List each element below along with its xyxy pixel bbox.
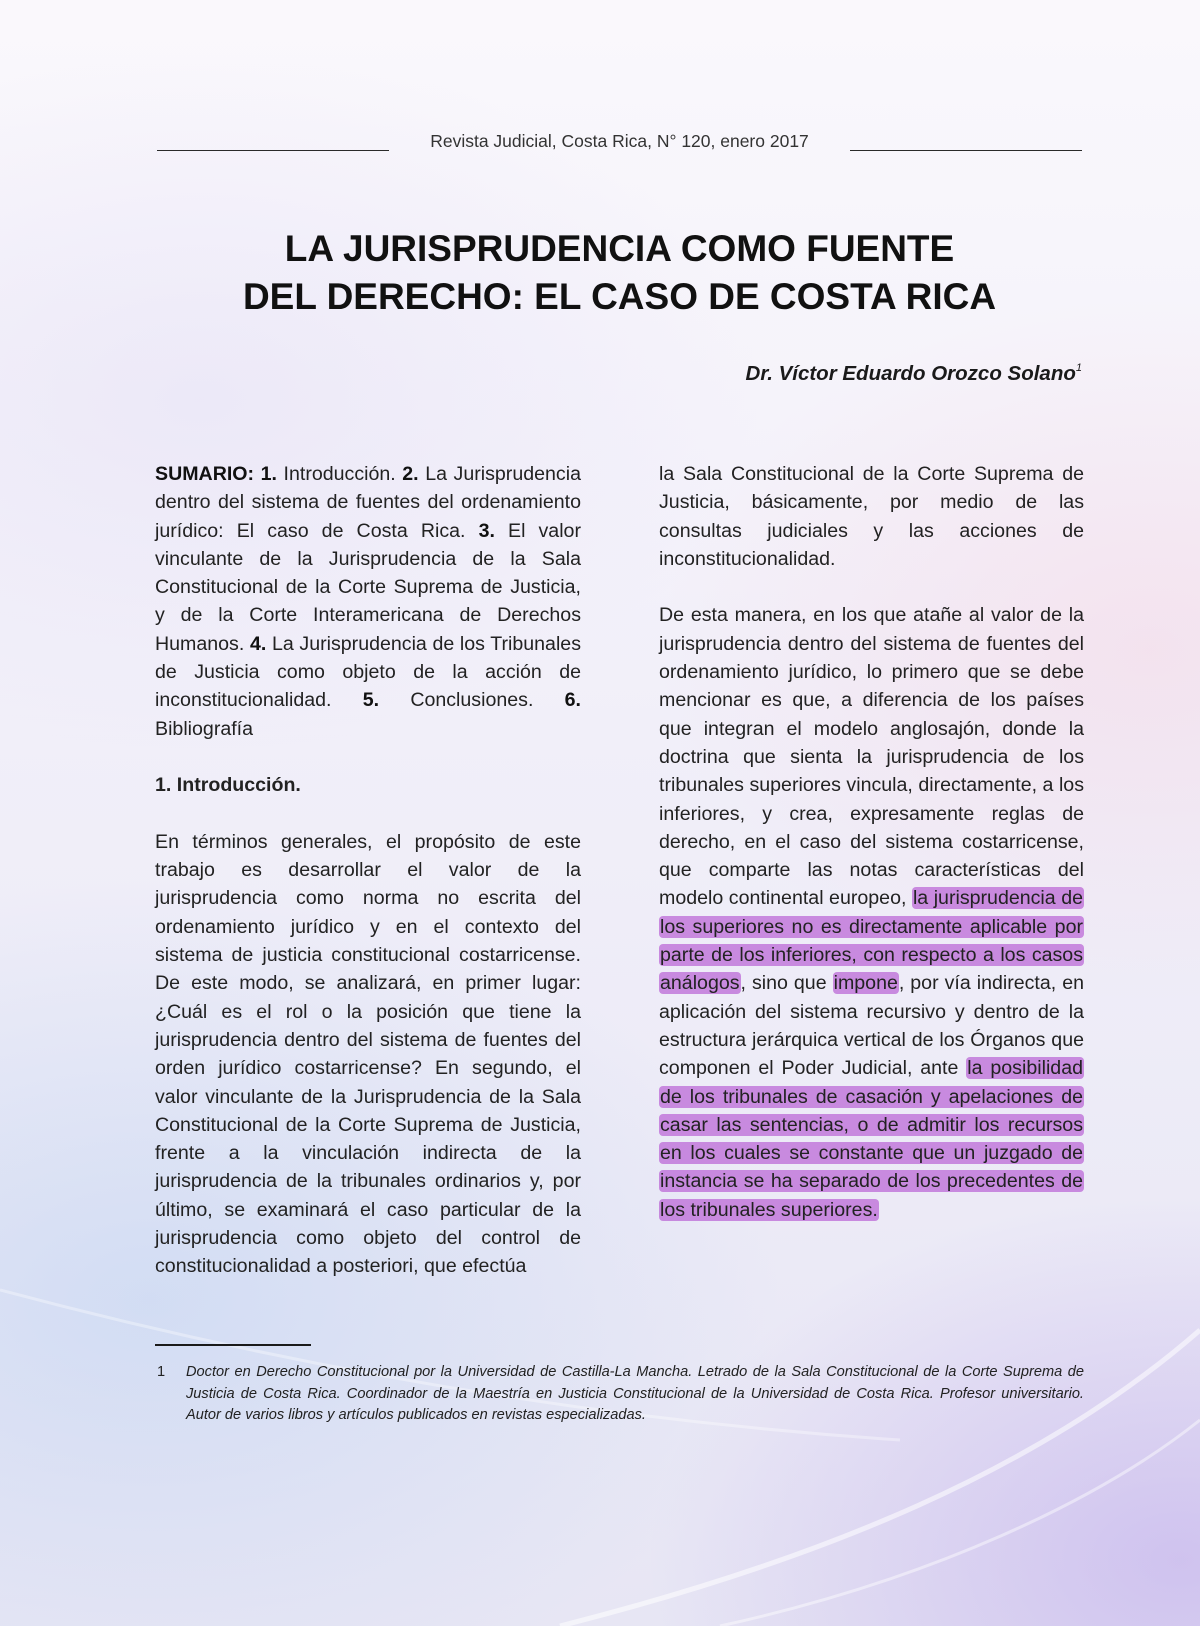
summary-item-text: Bibliografía [155, 717, 254, 740]
footnote-number: 1 [157, 1364, 166, 1380]
summary-item-number: 6. [564, 689, 581, 712]
footnote [155, 1362, 1084, 1427]
author-footnote-marker: 1 [1075, 362, 1082, 374]
header-rule-right [850, 150, 1082, 151]
article-title [157, 225, 1082, 321]
section-heading: 1. Introducción. [155, 774, 301, 797]
left-column [155, 460, 581, 1281]
intro-paragraph-continuation: la Sala Constitucional de la Corte Suprema de Justicia, básicamente, por medio de las consultas judiciales y las acciones de inconstitucionalidad. [659, 463, 1084, 570]
highlighted-text[interactable]: impone [833, 972, 898, 995]
paragraph-gap [659, 573, 1084, 601]
highlighted-text[interactable]: la jurisprudencia de los superiores no es directamente aplicable por parte de los inferiores, con respecto a los casos análogos [660, 887, 1083, 995]
author-byline [560, 362, 1082, 386]
summary-item-number: 3. [478, 519, 495, 542]
title-line-1: LA JURISPRUDENCIA COMO FUENTE [284, 228, 955, 269]
paragraph-gap [155, 800, 581, 828]
title-line-2: DEL DERECHO: EL CASO DE COSTA RICA [242, 276, 997, 317]
jurisprudence-paragraph [659, 601, 1084, 1224]
summary-item-text: La Jurisprudencia dentro del sistema de fuentes del ordenamiento jurídico: El caso de Costa Rica. [155, 463, 581, 542]
summary-label: SUMARIO: [155, 463, 255, 485]
running-header [157, 128, 1082, 158]
summary-paragraph [155, 460, 581, 743]
footnote-text: Doctor en Derecho Constitucional por la Universidad de Castilla-La Mancha. Letrado de la Sala Constitucional de la Corte Suprema de Justicia de Costa Rica. Coordinador de la Maestría en Justicia Constitucional de la Universidad de Costa Rica. Profesor universitario. Autor de varios libros y artículos publicados en revistas especializadas. [186, 1364, 1084, 1424]
paragraph-gap [155, 743, 581, 771]
summary-item-number: 2. [402, 463, 419, 485]
footnote-separator [155, 1344, 311, 1346]
highlighted-text[interactable]: la posibilidad de los tribunales de casación y apelaciones de casar las sentencias, o de admitir los recursos en los cuales se constante que un juzgado de instancia se ha separado de los precedentes de los tribunales superiores. [660, 1057, 1083, 1221]
intro-paragraph: En términos generales, el propósito de este trabajo es desarrollar el valor de la jurisprudencia como norma no escrita del ordenamiento jurídico y en el contexto del sistema de justicia constitucional costarricense. De este modo, se analizará, en primer lugar: ¿Cuál es el rol o la posición que tiene la jurisprudencia dentro del sistema de fuentes del orden jurídico costarricense? En segundo, el valor vinculante de la Jurisprudencia de la Sala Constitucional de la Corte Suprema de Justicia, frente a la vinculación indirecta de la jurisprudencia de la tribunales ordinarios y, por último, se examinará el caso particular de la jurisprudencia como objeto del control de constitucionalidad a posteriori, que efectúa [155, 830, 581, 1278]
header-rule-left [157, 150, 389, 151]
summary-item-text: Conclusiones. [410, 689, 534, 712]
summary-item-text: Introducción. [283, 463, 396, 485]
summary-item-text: La Jurisprudencia de los Tribunales de Justicia como objeto de la acción de inconstitucionalidad. [155, 632, 581, 712]
summary-item-number: 4. [249, 632, 267, 655]
summary-item-number: 5. [362, 689, 380, 712]
journal-citation: Revista Judicial, Costa Rica, N° 120, enero 2017 [430, 131, 809, 151]
paragraph-text: , sino que [740, 972, 827, 995]
paragraph-text: , por vía indirecta, en aplicación del sistema recursivo y dentro de la estructura jerárquica vertical de los Órganos que componen el Poder Judicial, ante [659, 972, 1084, 1080]
paragraph-text: De esta manera, en los que atañe al valor de la jurisprudencia dentro del sistema de fuentes del ordenamiento jurídico, lo primero que se debe mencionar es que, a diferencia de los países que integran el modelo anglosajón, donde la doctrina que sienta la jurisprudencia de los tribunales superiores vincula, directamente, a los inferiores, y crea, expresamente reglas de derecho, en el caso del sistema costarricense, que comparte las notas características del modelo continental europeo, [659, 604, 1084, 910]
right-column [659, 460, 1084, 1224]
summary-item-text: El valor vinculante de la Jurisprudencia de la Sala Constitucional de la Corte Suprema de Justicia, y de la Corte Interamericana de Derechos Humanos. [155, 519, 581, 655]
author-name: Dr. Víctor Eduardo Orozco Solano [745, 362, 1076, 385]
summary-item-number: 1. [260, 463, 277, 485]
